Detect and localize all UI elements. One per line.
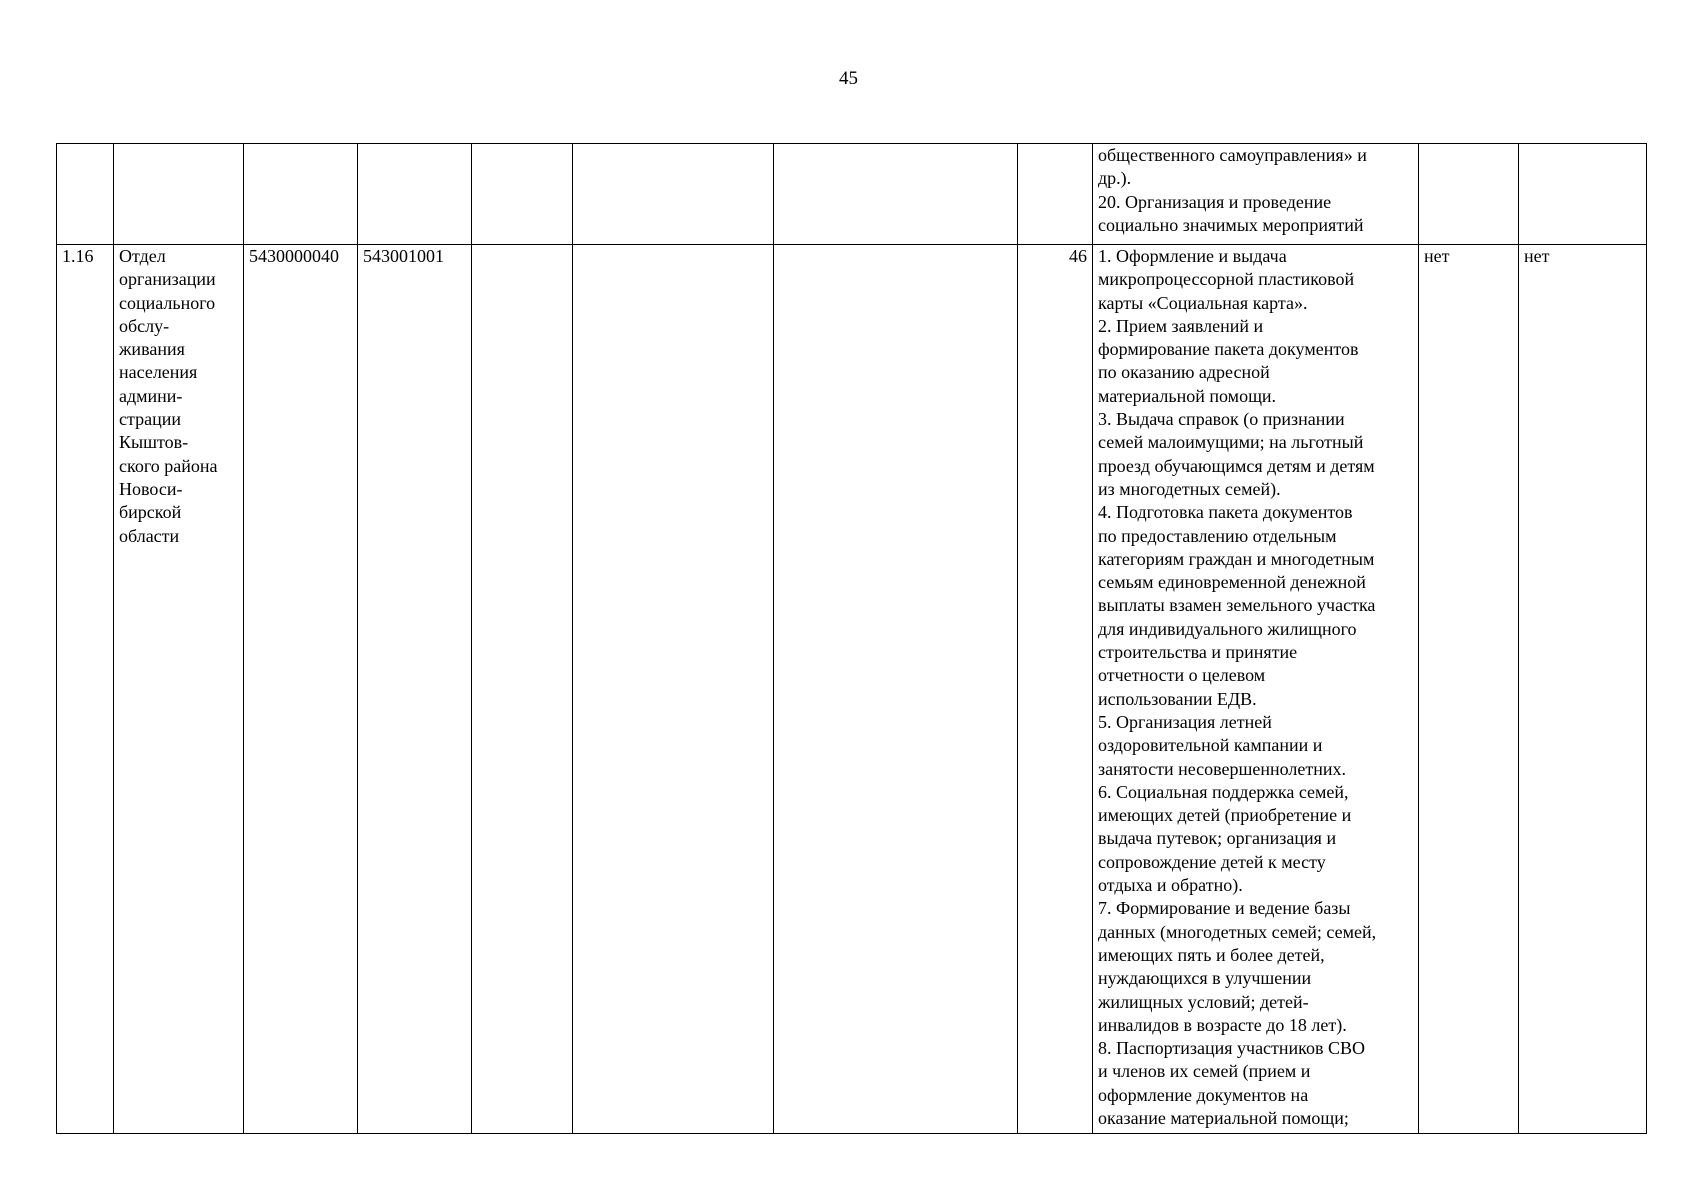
cell-col-6 bbox=[573, 245, 774, 1134]
activity-line: имеющих детей (приобретение и bbox=[1098, 805, 1352, 826]
activity-line: материальной помощи. bbox=[1098, 385, 1277, 406]
name-line: области bbox=[119, 525, 180, 546]
cell-name bbox=[114, 144, 244, 245]
name-line: Кыштов- bbox=[119, 432, 189, 453]
activity-line: 7. Формирование и ведение базы bbox=[1098, 898, 1351, 919]
activity-line: семей малоимущими; на льготный bbox=[1098, 432, 1364, 453]
activity-line: выплаты взамен земельного участка bbox=[1098, 595, 1376, 616]
activity-line: проезд обучающимся детям и детям bbox=[1098, 455, 1375, 476]
activity-line: занятости несовершеннолетних. bbox=[1098, 758, 1347, 779]
name-line: населения bbox=[119, 362, 198, 383]
activity-line: по предоставлению отдельным bbox=[1098, 525, 1337, 546]
activity-line: инвалидов в возрасте до 18 лет). bbox=[1098, 1014, 1347, 1035]
activity-line: по оказанию адресной bbox=[1098, 362, 1270, 383]
activity-line: микропроцессорной пластиковой bbox=[1098, 269, 1355, 290]
name-line: Отдел bbox=[119, 246, 166, 266]
activity-line: общественного самоуправления» и bbox=[1098, 145, 1367, 165]
activity-line: нуждающихся в улучшении bbox=[1098, 968, 1312, 989]
name-line: бирской bbox=[119, 502, 182, 523]
activity-line: выдача путевок; организация и bbox=[1098, 828, 1337, 849]
activity-line: из многодетных семей). bbox=[1098, 478, 1281, 499]
activity-line: данных (многодетных семей; семей, bbox=[1098, 921, 1377, 942]
activity-line: имеющих пять и более детей, bbox=[1098, 944, 1325, 965]
cell-col-11: нет bbox=[1519, 245, 1647, 1134]
name-line: админи- bbox=[119, 385, 183, 406]
activity-line: 8. Паспортизация участников СВО bbox=[1098, 1038, 1366, 1059]
activity-line: семьям единовременной денежной bbox=[1098, 572, 1366, 593]
cell-col-7 bbox=[774, 245, 1018, 1134]
cell-kpp: 543001001 bbox=[358, 245, 472, 1134]
table-row-1-16 bbox=[57, 245, 1647, 1134]
activity-line: 5. Организация летней bbox=[1098, 711, 1272, 732]
activity-line: социально значимых мероприятий bbox=[1098, 214, 1364, 235]
name-line: организации bbox=[119, 269, 216, 290]
activity-line: и членов их семей (прием и bbox=[1098, 1061, 1311, 1082]
page-number: 45 bbox=[839, 68, 858, 89]
activity-line: категориям граждан и многодетным bbox=[1098, 548, 1375, 569]
cell-activities bbox=[1093, 144, 1419, 245]
activity-line: 2. Прием заявлений и bbox=[1098, 315, 1264, 336]
table-row-continuation bbox=[57, 144, 1647, 245]
organizations-table bbox=[56, 143, 1647, 1134]
activity-line: 1. Оформление и выдача bbox=[1098, 246, 1287, 266]
activity-line: оздоровительной кампании и bbox=[1098, 735, 1323, 756]
activity-line: строительства и принятие bbox=[1098, 642, 1298, 663]
cell-activities bbox=[1093, 245, 1419, 1134]
cell-name bbox=[114, 245, 244, 1134]
activity-line: карты «Социальная карта». bbox=[1098, 292, 1308, 313]
activity-line: сопровождение детей к месту bbox=[1098, 851, 1326, 872]
cell-inn bbox=[244, 144, 358, 245]
name-line: социального bbox=[119, 292, 216, 313]
activity-line: 4. Подготовка пакета документов bbox=[1098, 502, 1353, 523]
cell-number bbox=[57, 144, 114, 245]
activity-line: отчетности о целевом bbox=[1098, 665, 1266, 686]
name-line: обслу- bbox=[119, 315, 170, 336]
name-line: Новоси- bbox=[119, 478, 183, 499]
cell-col-5 bbox=[472, 144, 573, 245]
cell-col-7 bbox=[774, 144, 1018, 245]
cell-number: 1.16 bbox=[57, 245, 114, 1134]
cell-col-11 bbox=[1519, 144, 1647, 245]
cell-staff-count bbox=[1018, 144, 1093, 245]
cell-col-5 bbox=[472, 245, 573, 1134]
activity-line: 20. Организация и проведение bbox=[1098, 191, 1332, 212]
name-line: ского района bbox=[119, 455, 218, 476]
cell-col-10: нет bbox=[1419, 245, 1519, 1134]
activity-line: формирование пакета документов bbox=[1098, 339, 1359, 360]
cell-col-6 bbox=[573, 144, 774, 245]
activity-line: др.). bbox=[1098, 168, 1132, 189]
activity-line: жилищных условий; детей- bbox=[1098, 991, 1309, 1012]
activity-line: оформление документов на bbox=[1098, 1084, 1309, 1105]
cell-kpp bbox=[358, 144, 472, 245]
cell-staff-count: 46 bbox=[1018, 245, 1093, 1134]
activity-line: для индивидуального жилищного bbox=[1098, 618, 1357, 639]
name-line: страции bbox=[119, 409, 181, 430]
activity-line: 3. Выдача справок (о признании bbox=[1098, 409, 1345, 430]
name-line: живания bbox=[119, 339, 185, 360]
activity-line: использовании ЕДВ. bbox=[1098, 688, 1257, 709]
cell-inn: 5430000040 bbox=[244, 245, 358, 1134]
activity-line: оказание материальной помощи; bbox=[1098, 1107, 1349, 1128]
cell-col-10 bbox=[1419, 144, 1519, 245]
activity-line: отдыха и обратно). bbox=[1098, 875, 1243, 896]
activity-line: 6. Социальная поддержка семей, bbox=[1098, 781, 1349, 802]
